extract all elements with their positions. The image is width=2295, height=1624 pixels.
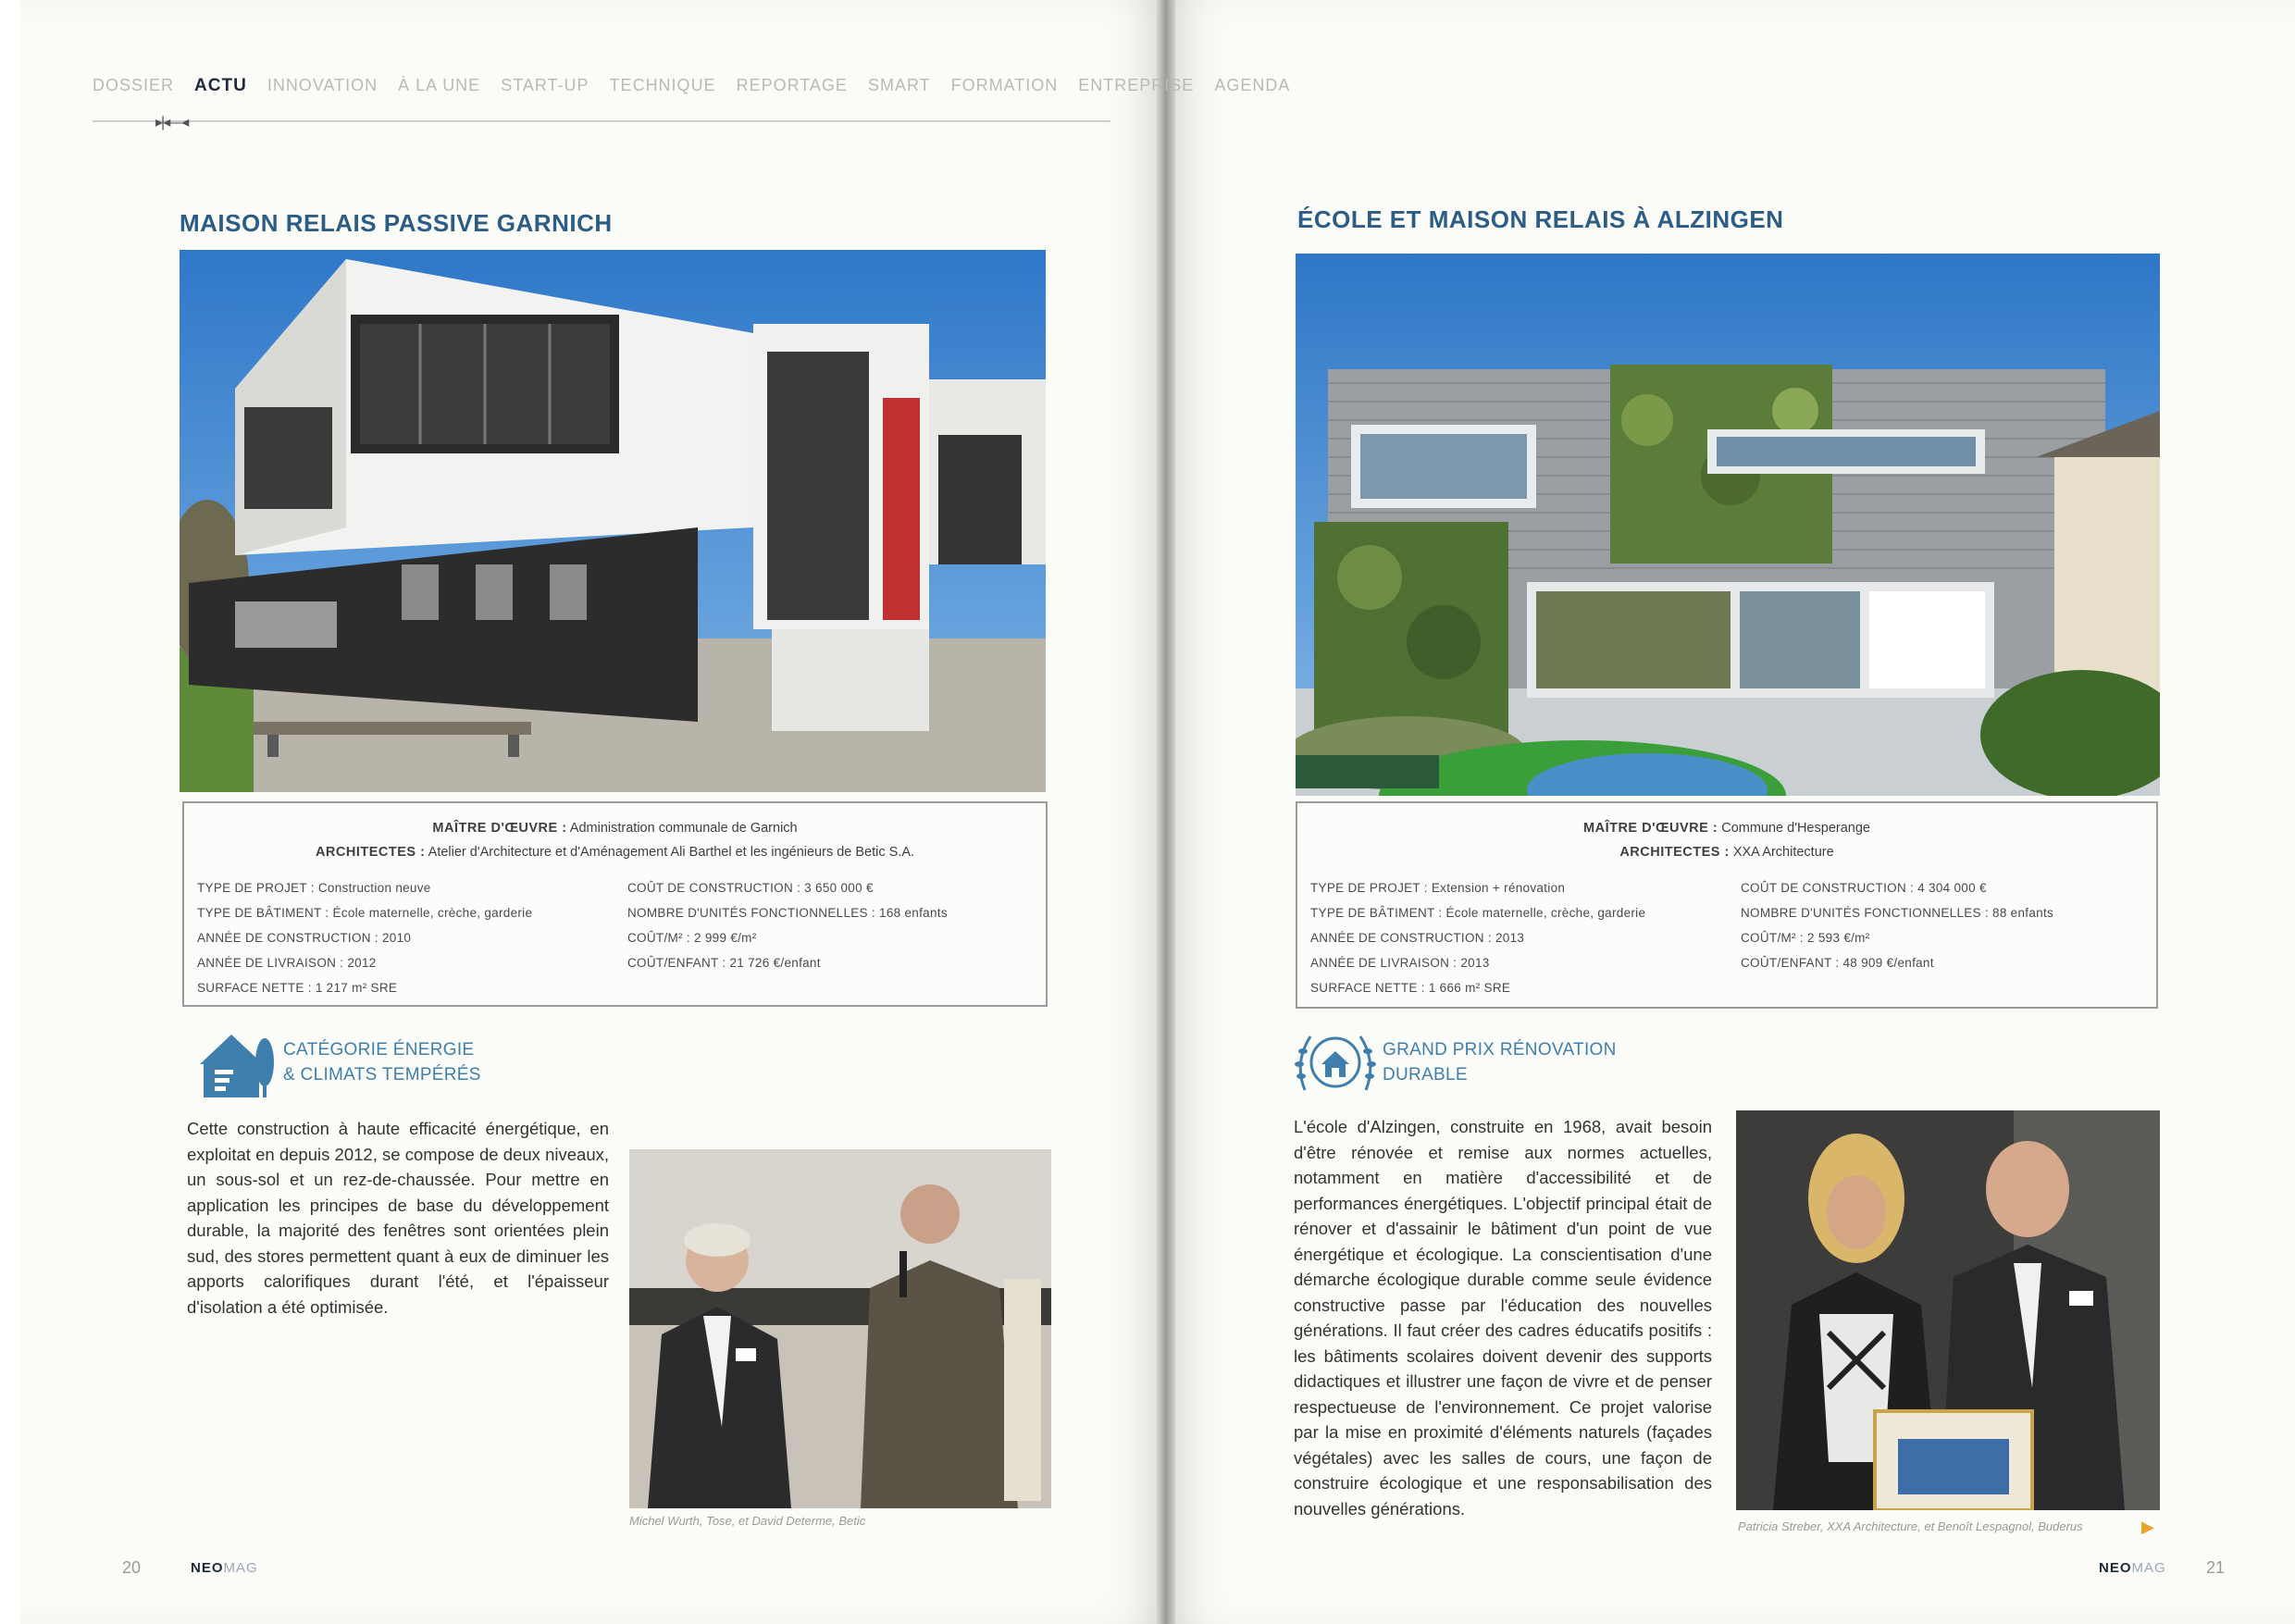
- garnich-award-photo: [629, 1149, 1051, 1508]
- right-maitre-line: MAÎTRE D'ŒUVRE : Commune d'Hesperange: [1583, 821, 1870, 836]
- left-title: MAISON RELAIS PASSIVE GARNICH: [180, 209, 613, 237]
- section-nav: [93, 76, 1291, 96]
- nav-item-à-la-une[interactable]: À LA UNE: [398, 76, 481, 94]
- right-category: [1294, 1025, 1617, 1099]
- left-page-number: 20: [122, 1558, 142, 1577]
- left-info-col1: TYPE DE PROJET : Construction neuve TYPE DE BÂTIMENT : École maternelle, crèche, garderie ANNÉE DE CONSTRUCTION : 2010 ANNÉE DE LIVRAISON : 2012 SURFACE NETTE : 1 217 m² SRE: [197, 881, 533, 995]
- nav-item-formation[interactable]: FORMATION: [950, 76, 1059, 94]
- right-page-number: 21: [2206, 1558, 2226, 1577]
- left-project-infobox: [182, 801, 1048, 1007]
- alzingen-award-photo: [1736, 1110, 2160, 1510]
- right-photo-caption: Patricia Streber, XXA Architecture, et Benoît Lespagnol, Buderus: [1738, 1519, 2083, 1533]
- nav-item-start-up[interactable]: START-UP: [501, 76, 589, 94]
- right-title: ÉCOLE ET MAISON RELAIS À ALZINGEN: [1297, 205, 1784, 233]
- left-body-text: Cette construction à haute efficacité énergétique, en exploitat en depuis 2012, se compose de deux niveaux, un sous-sol et un rez-de-chaussée. Pour mettre en application les principes de base du développement durable, la majorité des fenêtres sont orientées plein sud, des stores permettent quant à eux de diminuer les apports calorifiques durant l'été, et l'épaisseur d'isolation a été optimisée.: [187, 1119, 609, 1317]
- left-category-line1: CATÉGORIE ÉNERGIE: [283, 1040, 475, 1060]
- nav-item-dossier[interactable]: DOSSIER: [93, 76, 175, 94]
- left-brand: NEOMAG: [191, 1560, 258, 1576]
- left-maitre-line: MAÎTRE D'ŒUVRE : Administration communale de Garnich: [432, 821, 798, 836]
- left-category: [194, 1025, 481, 1099]
- renovation-laurel-icon: [1294, 1025, 1377, 1099]
- right-architectes-line: ARCHITECTES : XXA Architecture: [1619, 845, 1834, 860]
- nav-item-agenda[interactable]: AGENDA: [1214, 76, 1291, 94]
- next-page-arrow-icon: ▶: [2141, 1518, 2154, 1536]
- nav-divider: [93, 120, 1110, 122]
- nav-item-technique[interactable]: TECHNIQUE: [609, 76, 716, 94]
- left-photo-caption: Michel Wurth, Tose, et David Determe, Betic: [629, 1514, 866, 1528]
- right-category-line2: DURABLE: [1383, 1065, 1468, 1085]
- left-architectes-line: ARCHITECTES : Atelier d'Architecture et d'Aménagement Ali Barthel et les ingénieurs de Betic S.A.: [315, 845, 915, 860]
- right-info-col2: COÛT DE CONSTRUCTION : 4 304 000 € NOMBRE D'UNITÉS FONCTIONNELLES : 88 enfants COÛT/M² : 2 593 €/m² COÛT/ENFANT : 48 909 €/enfant: [1741, 881, 2054, 970]
- right-brand: NEOMAG: [2099, 1560, 2166, 1576]
- alzingen-building-photo: [1296, 254, 2160, 796]
- magazine-spine: [1157, 0, 1175, 1624]
- right-info-col1: TYPE DE PROJET : Extension + rénovation TYPE DE BÂTIMENT : École maternelle, crèche, garderie ANNÉE DE CONSTRUCTION : 2013 ANNÉE DE LIVRAISON : 2013 SURFACE NETTE : 1 666 m² SRE: [1310, 881, 1646, 995]
- energy-house-icon: [194, 1025, 278, 1099]
- right-category-line1: GRAND PRIX RÉNOVATION: [1383, 1040, 1617, 1060]
- garnich-building-photo: [180, 250, 1046, 792]
- right-body-text: L'école d'Alzingen, construite en 1968, avait besoin d'être rénovée et remise aux normes actuelles, notamment en matière d'accessibilité et de performances énergétiques. L'objectif principal était de rénover et d'assainir le bâtiment d'un point de vue énergétique et écologique. La conscientisation d'une démarche écologique durable comme seule évidence constructive passe par l'éducation des nouvelles générations. Il faut créer des cadres éducatifs positifs : les bâtiments scolaires doivent devenir des supports didactiques et illustrer une façon de vivre et de penser respectueuse de l'environnement. Ce projet valorise par la mise en proximité d'éléments naturels (façades végétales) avec les salles de cours, une façon de construire écologique et une responsabilisation des nouvelles générations.: [1294, 1117, 1712, 1519]
- left-info-col2: COÛT DE CONSTRUCTION : 3 650 000 € NOMBRE D'UNITÉS FONCTIONNELLES : 168 enfants COÛT/M² : 2 999 €/m² COÛT/ENFANT : 21 726 €/enfant: [627, 881, 948, 970]
- nav-item-entreprise[interactable]: ENTREPRISE: [1078, 76, 1195, 94]
- nav-item-actu[interactable]: ACTU: [194, 76, 247, 95]
- left-category-line2: & CLIMATS TEMPÉRÉS: [283, 1065, 481, 1085]
- nav-item-innovation[interactable]: INNOVATION: [267, 76, 378, 94]
- nav-item-smart[interactable]: SMART: [867, 76, 931, 94]
- nav-marker-icon: ▸|◂—◂: [155, 115, 188, 130]
- right-project-infobox: [1296, 801, 2158, 1009]
- nav-item-reportage[interactable]: REPORTAGE: [736, 76, 848, 94]
